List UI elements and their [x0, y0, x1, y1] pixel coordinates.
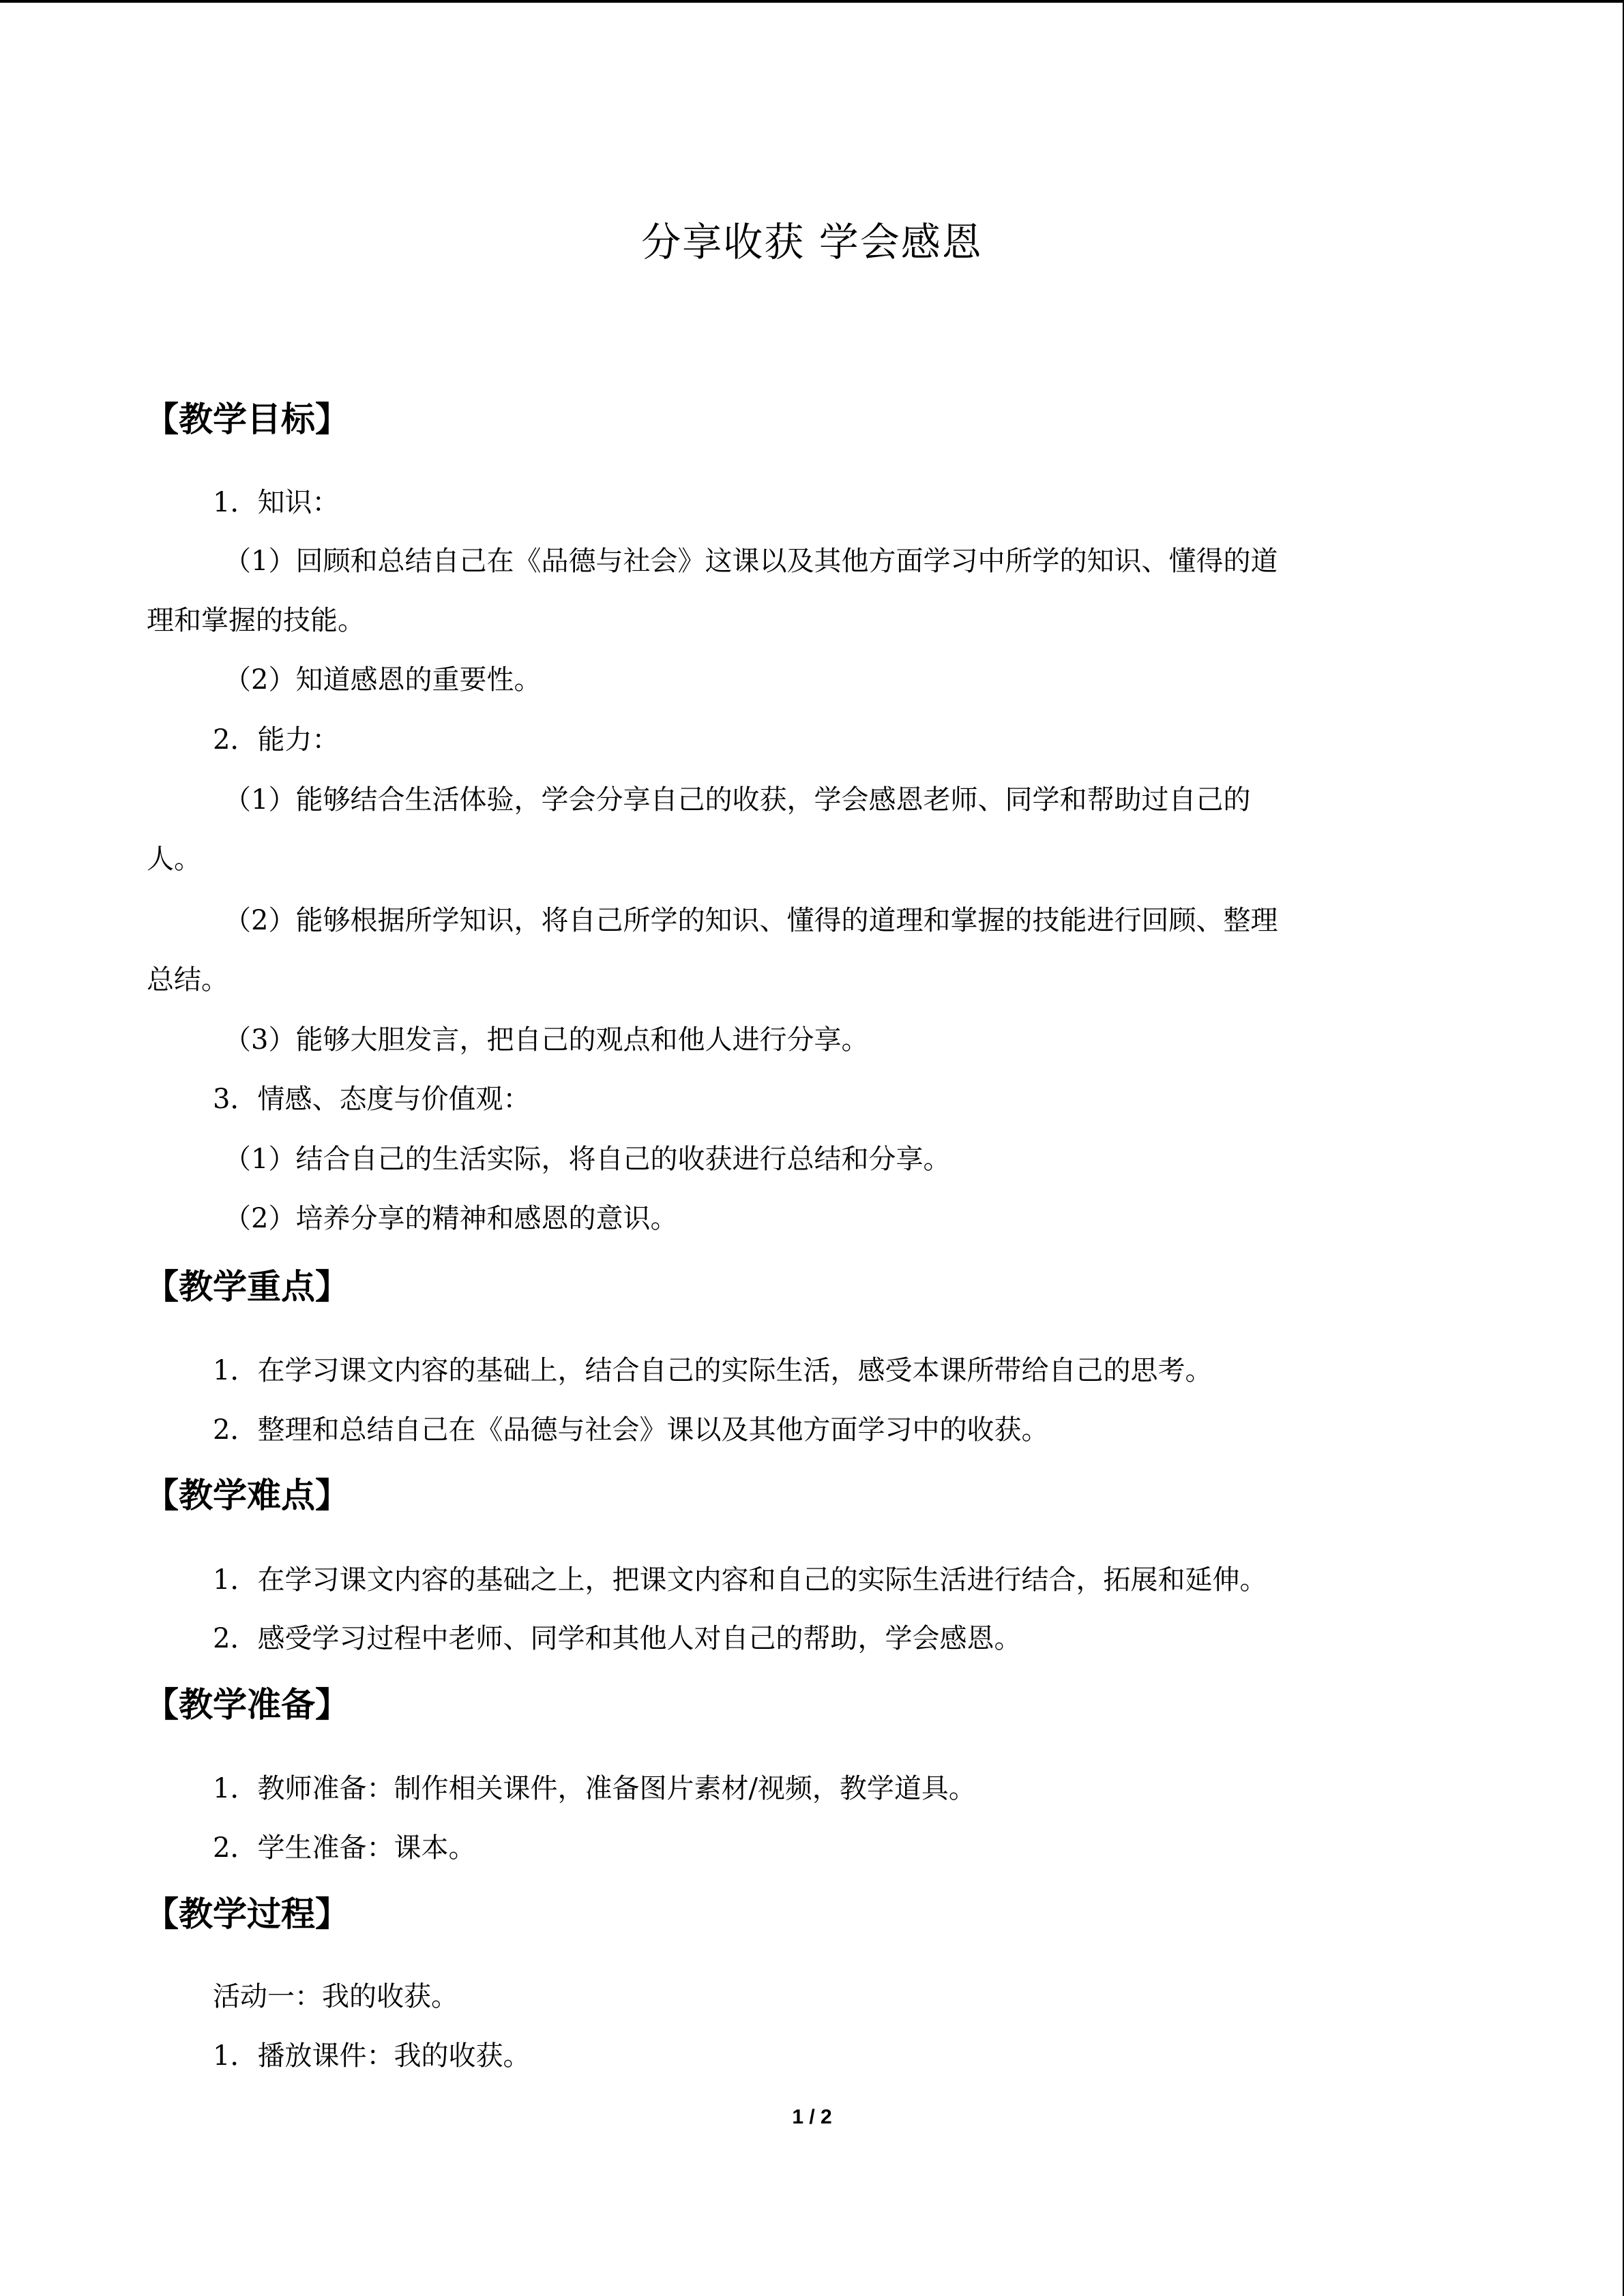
page-number: 1 / 2 [792, 2106, 832, 2128]
page-top-border [0, 0, 1624, 3]
objective-line: （2）能够根据所学知识，将自己所学的知识、懂得的道理和掌握的技能进行回顾、整理 [224, 905, 1278, 936]
difficulty-line: 1．在学习课文内容的基础之上，把课文内容和自己的实际生活进行结合，拓展和延伸。 [213, 1564, 1267, 1596]
objective-line: （2）培养分享的精神和感恩的意识。 [224, 1203, 678, 1234]
document-title: 分享收获 学会感恩 [641, 219, 983, 265]
key-point-line: 2．整理和总结自己在《品德与社会》课以及其他方面学习中的收获。 [213, 1414, 1049, 1446]
objective-line: （3）能够大胆发言，把自己的观点和他人进行分享。 [224, 1024, 869, 1056]
section-heading-objectives: 【教学目标】 [145, 400, 349, 439]
objective-line: 总结。 [147, 964, 228, 996]
preparation-line: 1．教师准备：制作相关课件，准备图片素材/视频，教学道具。 [213, 1773, 976, 1804]
objective-line: 3．情感、态度与价值观： [213, 1084, 531, 1115]
objective-line: 人。 [147, 844, 201, 875]
objective-line: 理和掌握的技能。 [147, 605, 365, 636]
section-heading-difficulties: 【教学难点】 [145, 1476, 349, 1515]
objective-line: （1）结合自己的生活实际，将自己的收获进行总结和分享。 [224, 1144, 951, 1175]
process-line: 活动一：我的收获。 [213, 1981, 458, 2012]
process-line: 1．播放课件：我的收获。 [213, 2040, 531, 2072]
key-point-line: 1．在学习课文内容的基础上，结合自己的实际生活，感受本课所带给自己的思考。 [213, 1355, 1213, 1386]
objective-line: （1）能够结合生活体验，学会分享自己的收获，学会感恩老师、同学和帮助过自己的 [224, 784, 1251, 816]
objective-line: 1．知识： [213, 487, 340, 518]
objective-line: （1）回顾和总结自己在《品德与社会》这课以及其他方面学习中所学的知识、懂得的道 [224, 546, 1278, 577]
section-heading-process: 【教学过程】 [145, 1894, 349, 1934]
objective-line: 2．能力： [213, 724, 340, 756]
difficulty-line: 2．感受学习过程中老师、同学和其他人对自己的帮助，学会感恩。 [213, 1623, 1022, 1654]
section-heading-key-points: 【教学重点】 [145, 1267, 349, 1307]
objective-line: （2）知道感恩的重要性。 [224, 664, 542, 696]
preparation-line: 2．学生准备：课本。 [213, 1832, 476, 1864]
section-heading-preparation: 【教学准备】 [145, 1685, 349, 1725]
